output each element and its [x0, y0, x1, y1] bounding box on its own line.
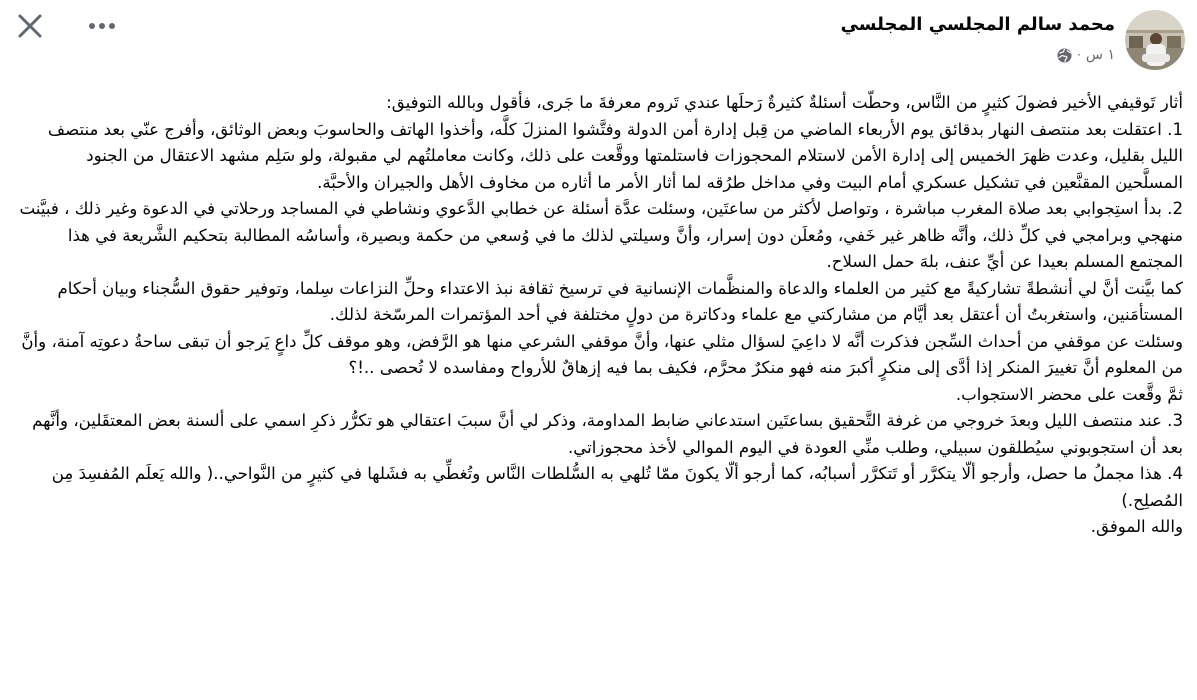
- close-button[interactable]: [12, 8, 48, 44]
- post-paragraph-2d: ثمَّ وقَّعت على محضر الاستجواب.: [955, 384, 1183, 404]
- post-paragraph-intro: أثار تَوقيفي الأخير فضولَ كثيرٍ من النَّاس، وحطّت أسئلةٌ كثيرةٌ رَحلَها عندي تَروم معرفةَ ما جَرى، فأقول وبالله التوفيق:: [386, 93, 1183, 112]
- close-icon: [17, 13, 43, 39]
- post-header: [0, 0, 1197, 82]
- author-block: [841, 10, 1185, 70]
- post-paragraph-2c: وسئلت عن موقفي من أحداث السِّجن فذكرت أنَّه لا داعِيَ لسؤال مثلي عنها، وأنَّ موقفي الشرعي منها هو الرَّفض، وهو موقف كلِّ داعٍ يَرجو أن تبقى ساحةُ دعوتِه آمنة، وأنَّ من المعلوم أنَّ تغييرَ المنكر إذا أدَّى إلى منكرٍ أكبرَ منه فهو منكرٌ محرَّم، فكيف بما فيه إزهاقٌ للأرواح ومفاسده لا تُحصى ..!؟: [21, 331, 1183, 377]
- author-name[interactable]: محمد سالم المجلسي المجلسي: [840, 14, 1115, 35]
- post-paragraph-2b: كما بيَّنت أنَّ لي أنشطةً تشاركيةً مع كثير من العلماء والدعاة والمنظَّمات الإنسانية في ترسيخ ثقافة نبذ الاعتداء وحلِّ النزاعات سِلما، وتوفير حقوق السُّجناء وبيان أحكام المستأمَنين، واستغربتُ أن أعتقل بعد أيَّام من مشاركتي مع علماء ودكاترة من دولٍ مختلفة في أحد المؤتمرات المرسّخة لذلك.: [57, 278, 1183, 324]
- avatar[interactable]: [1125, 10, 1185, 70]
- post-body: [14, 90, 1183, 541]
- more-options-icon: [88, 22, 116, 30]
- avatar-image: [1125, 10, 1185, 70]
- post-paragraph-2: 2. بدأ استِجوابي بعد صلاة المغرب مباشرة ، وتواصل لأكثر من ساعتَين، وسئلت عدَّة أسئلة عن خطابي الدَّعوي ونشاطي في المساجد ورحلاتي في الدعوة وغير ذلك ، فبيَّنت منهجي وبرامجي في كلِّ ذلك، وأنَّه ظاهر غير خَفي، ومُعلَن دون إسرار، وأنَّ وسيلتي لذلك ما في وُسعي من حكمة وبصيرة، وأساسُه المطالبة بتحكيم الشَّريعة في هذا المجتمع المسلم بعيدا عن أيِّ عنف، بلهَ حمل السلاح.: [19, 199, 1183, 271]
- post-closing: والله الموفق.: [1090, 517, 1183, 536]
- author-meta: [841, 10, 1115, 66]
- meta-separator: ·: [1077, 48, 1081, 62]
- post-timestamp[interactable]: ١ س: [1085, 47, 1115, 63]
- post-paragraph-4: 4. هذا مجملُ ما حصل، وأرجو ألّا يتكرَّر أو تَتكرَّر أسبابُه، كما أرجو ألّا يكونَ ممّا تُلهي به السُّلطات النَّاس وتُغطِّي به فشَلها في كثيرٍ من النَّواحي..( والله يَعلَم المُفسِدَ مِن المُصلِح.): [51, 464, 1183, 510]
- post-paragraph-3: 3. عند منتصف الليل وبعدَ خروجي من غرفة التَّحقيق بساعتَين استدعاني ضابط المداومة، وذكر لي أنَّ سببَ اعتقالي هو تكرُّر ذكرِ اسمي على ألسنة بعض المعتقَلين، وأنَّهم بعد أن استجوبوني سيُطلقون سبيلي، وطلب منِّي العودة في اليوم الموالي لأخذ محجوزاتي.: [32, 411, 1183, 457]
- more-options-button[interactable]: [82, 8, 122, 44]
- globe-icon[interactable]: [1057, 48, 1072, 63]
- post-paragraph-1: 1. اعتقلت بعد منتصف النهار بدقائق يوم الأربعاء الماضي من قِبل إدارة أمن الدولة وفتَّشوا المنزلَ كلَّه، وأخذوا الهاتف والحاسوبَ وبعض الوثائق، وأفرج عنّي بعد منتصف الليل بقليل، وعدت ظهرَ الخميس إلى إدارة الأمن لاستلام المحجوزات فاستلمتها ووقَّعت على ذلك، وكانت معاملتُهم لي مقبولة، ولو سَلِم مشهد الاعتقال من الجنود المسلَّحين المقنَّعين في تشكيل عسكري أمام البيت وفي مداخل طرُقه لما أثار الأمر ما أثاره من مخاوف الأهل والجيران والأحبَّة.: [47, 119, 1183, 192]
- post-meta: [841, 44, 1115, 66]
